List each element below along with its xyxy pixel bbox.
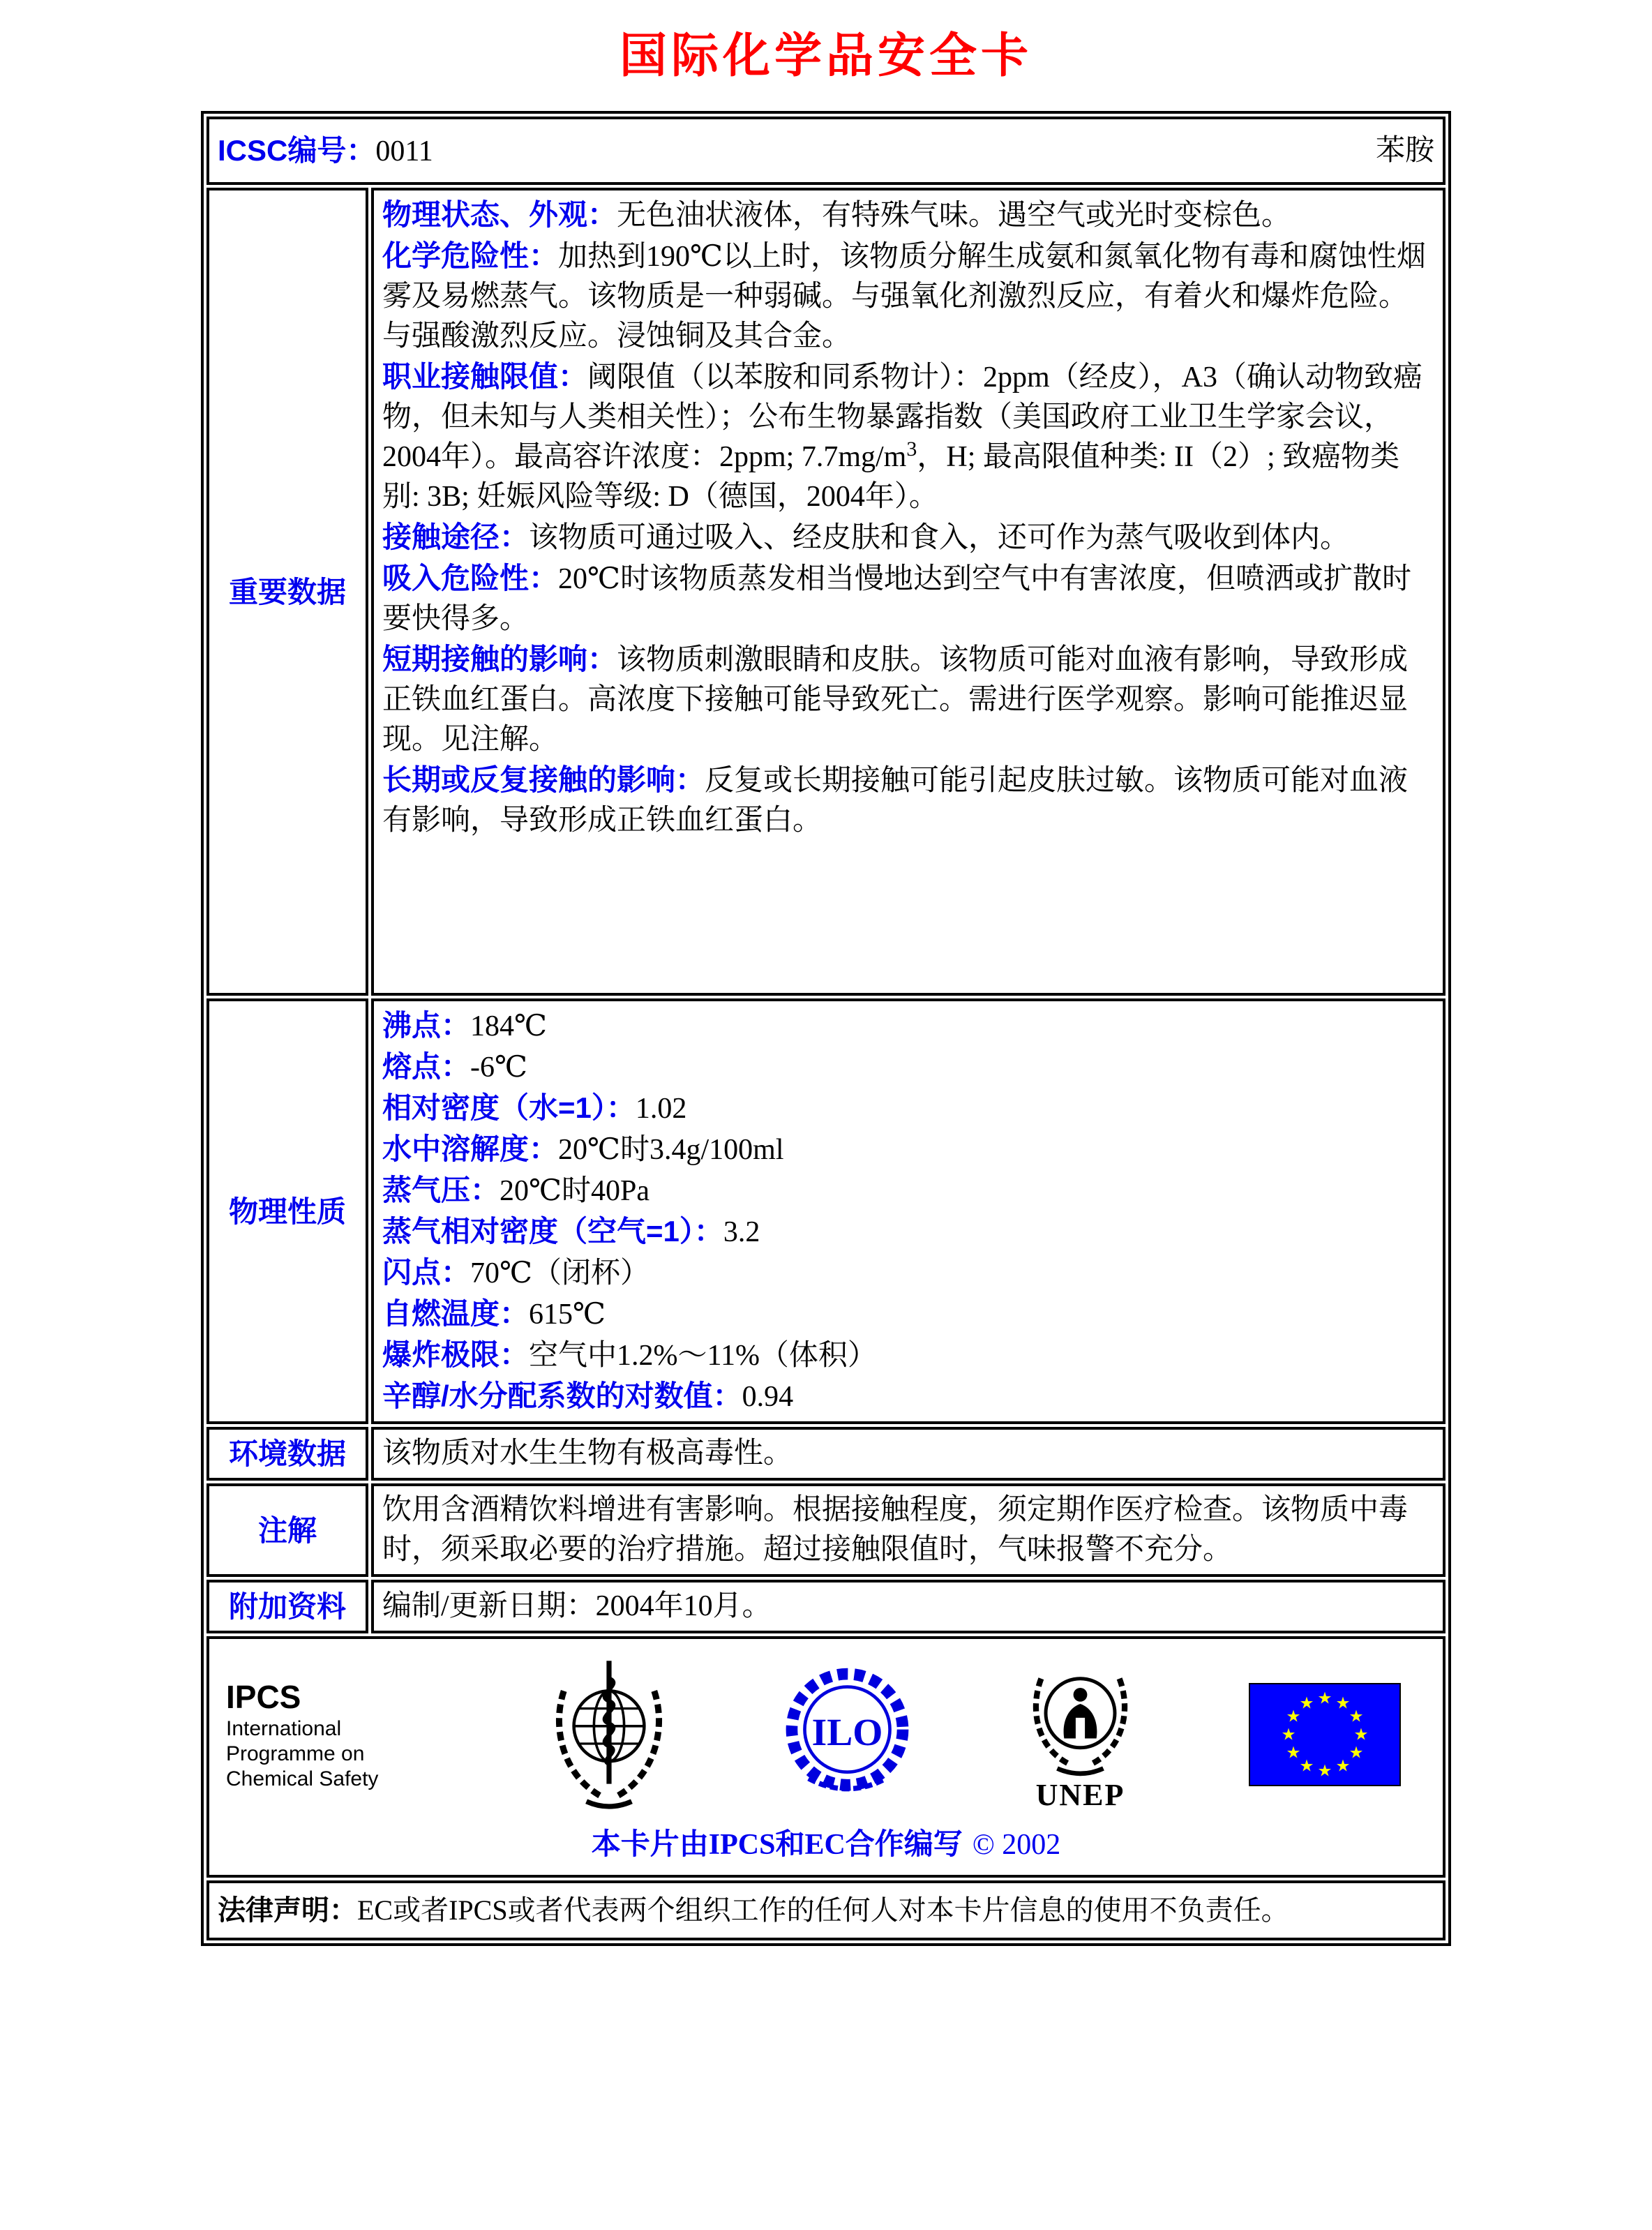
item-text: ，H; 最高限值种类: II（2）; 致癌物类别: 3B; 妊娠风险等级: D（德国，2004年）。 (382, 441, 1400, 513)
property-label: 自燃温度： (382, 1297, 530, 1330)
item-text: 加热到190℃以上时，该物质分解生成氨和氮氧化物有毒和腐蚀性烟雾及易燃蒸气。该物质是一种弱碱。与强氧化剂激烈反应，有着火和爆炸危险。与强酸激烈反应。浸蚀铜及其合金。 (382, 241, 1427, 352)
item-text: 20℃时该物质蒸发相当慢地达到空气中有害浓度，但喷洒或扩散时要快得多。 (382, 563, 1412, 635)
ipcs-line: Programme on (226, 1742, 365, 1765)
property-line (382, 1170, 1434, 1211)
legal-row (206, 1880, 1446, 1940)
property-value: 615℃ (529, 1299, 606, 1331)
unep-letters: UNEP (1035, 1778, 1125, 1812)
item-label: 短期接触的影响： (382, 643, 617, 675)
copyright-text: © 2002 (972, 1829, 1061, 1861)
notes-row-label: 注解 (206, 1483, 368, 1577)
legal-label: 法律声明： (218, 1895, 357, 1926)
property-label: 爆炸极限： (382, 1338, 530, 1371)
item-label: 职业接触限值： (382, 360, 588, 393)
property-line (382, 1252, 1434, 1294)
property-line (382, 1294, 1434, 1335)
item-text: 无色油状液体，有特殊气味。遇空气或光时变棕色。 (617, 200, 1291, 232)
item-text: 该物质刺激眼睛和皮肤。该物质可能对血液有影响，导致形成正铁血红蛋白。高浓度下接触可能导致死亡。需进行医学观察。影响可能推迟显现。见注解。 (382, 644, 1409, 756)
superscript: 3 (906, 437, 917, 461)
item-text: 该物质可通过吸入、经皮肤和食入，还可作为蒸气吸收到体内。 (529, 522, 1350, 554)
important-data-item (382, 639, 1434, 760)
additional-info-content: 编制/更新日期：2004年10月。 (371, 1580, 1446, 1633)
ipcs-line: International (226, 1716, 342, 1740)
property-label: 蒸气相对密度（空气=1）： (382, 1215, 723, 1248)
item-text: 阈限值（以苯胺和同系物计）：2ppm（经皮），A3（确认动物致癌物，但未知与人类相关性）；公布生物暴露指数（美国政府工业卫生学家会议，2004年）。最高容许浓度：2ppm; 7.7mg/m (382, 361, 1423, 473)
item-label: 吸入危险性： (382, 562, 559, 594)
property-label: 熔点： (382, 1050, 471, 1083)
notes-row (206, 1483, 1446, 1577)
item-text: 反复或长期接触可能引起皮肤过敏。该物质可能对血液有影响，导致形成正铁血红蛋白。 (382, 765, 1409, 837)
important-data-content (371, 188, 1446, 996)
property-line (382, 1335, 1434, 1376)
icsc-number-value: 0011 (375, 135, 433, 167)
ilo-letters: ILO (811, 1711, 883, 1754)
footer-row (206, 1636, 1446, 1878)
property-value: 0.94 (742, 1381, 794, 1413)
unep-logo-icon (1023, 1658, 1138, 1811)
ipcs-title: IPCS (226, 1678, 301, 1715)
icsc-number (218, 130, 433, 172)
important-data-row (206, 188, 1446, 996)
physical-properties-row (206, 998, 1446, 1424)
property-line (382, 1376, 1434, 1417)
notes-content: 饮用含酒精饮料增进有害影响。根据接触程度，须定期作医疗检查。该物质中毒时，须采取必要的治疗措施。超过接触限值时，气味报警不充分。 (371, 1483, 1446, 1577)
ipcs-text-block (226, 1677, 435, 1792)
property-value: 20℃时40Pa (500, 1175, 649, 1207)
page-title: 国际化学品安全卡 (619, 29, 1032, 82)
physical-properties-content (371, 998, 1446, 1424)
chemical-name: 苯胺 (1375, 134, 1434, 167)
property-line (382, 1129, 1434, 1170)
property-label: 蒸气压： (382, 1174, 500, 1206)
environmental-data-content: 该物质对水生生物有极高毒性。 (371, 1427, 1446, 1481)
legal-cell (206, 1880, 1446, 1940)
footer-cell (206, 1636, 1446, 1878)
legal-text: EC或者IPCS或者代表两个组织工作的任何人对本卡片信息的使用不负责任。 (357, 1894, 1289, 1926)
caption-text: 本卡片由IPCS和EC合作编写 (591, 1829, 963, 1861)
environmental-data-row-label: 环境数据 (206, 1427, 368, 1481)
important-data-item (382, 558, 1434, 639)
eu-flag-icon (1249, 1683, 1401, 1786)
property-value: 20℃时3.4g/100ml (558, 1134, 784, 1166)
property-value: 空气中1.2%～11%（体积） (529, 1340, 877, 1372)
property-line (382, 1088, 1434, 1129)
header-row (206, 117, 1446, 185)
important-data-item (382, 195, 1434, 236)
item-label: 物理状态、外观： (382, 198, 617, 231)
property-label: 闪点： (382, 1256, 471, 1289)
ipcs-line: Chemical Safety (226, 1767, 379, 1790)
property-label: 水中溶解度： (382, 1132, 559, 1165)
item-label: 化学危险性： (382, 239, 559, 272)
important-data-item (382, 357, 1434, 517)
important-data-item (382, 760, 1434, 841)
property-label: 辛醇/水分配系数的对数值： (382, 1379, 742, 1412)
property-value: 184℃ (470, 1010, 547, 1042)
property-label: 相对密度（水=1）： (382, 1091, 636, 1124)
environmental-data-row (206, 1427, 1446, 1481)
property-value: 1.02 (635, 1093, 687, 1125)
property-line (382, 1047, 1434, 1088)
who-logo-icon (546, 1656, 672, 1813)
icsc-card-table (201, 111, 1451, 1946)
footer-caption (223, 1813, 1429, 1871)
footer-logos (223, 1649, 1429, 1813)
important-data-row-label: 重要数据 (206, 188, 368, 996)
property-value: 70℃（闭杯） (470, 1257, 649, 1289)
additional-info-row-label: 附加资料 (206, 1580, 368, 1633)
icsc-number-label: ICSC编号： (218, 133, 376, 167)
item-label: 接触途径： (382, 521, 530, 553)
item-label: 长期或反复接触的影响： (382, 763, 705, 796)
ilo-logo-icon (783, 1665, 912, 1804)
property-value: 3.2 (723, 1216, 760, 1248)
header-cell (206, 117, 1446, 185)
property-line (382, 1211, 1434, 1252)
property-line (382, 1005, 1434, 1047)
additional-info-row (206, 1580, 1446, 1633)
property-value: -6℃ (470, 1052, 527, 1084)
important-data-item (382, 517, 1434, 558)
important-data-item (382, 236, 1434, 357)
property-label: 沸点： (382, 1009, 471, 1042)
physical-properties-row-label: 物理性质 (206, 998, 368, 1424)
